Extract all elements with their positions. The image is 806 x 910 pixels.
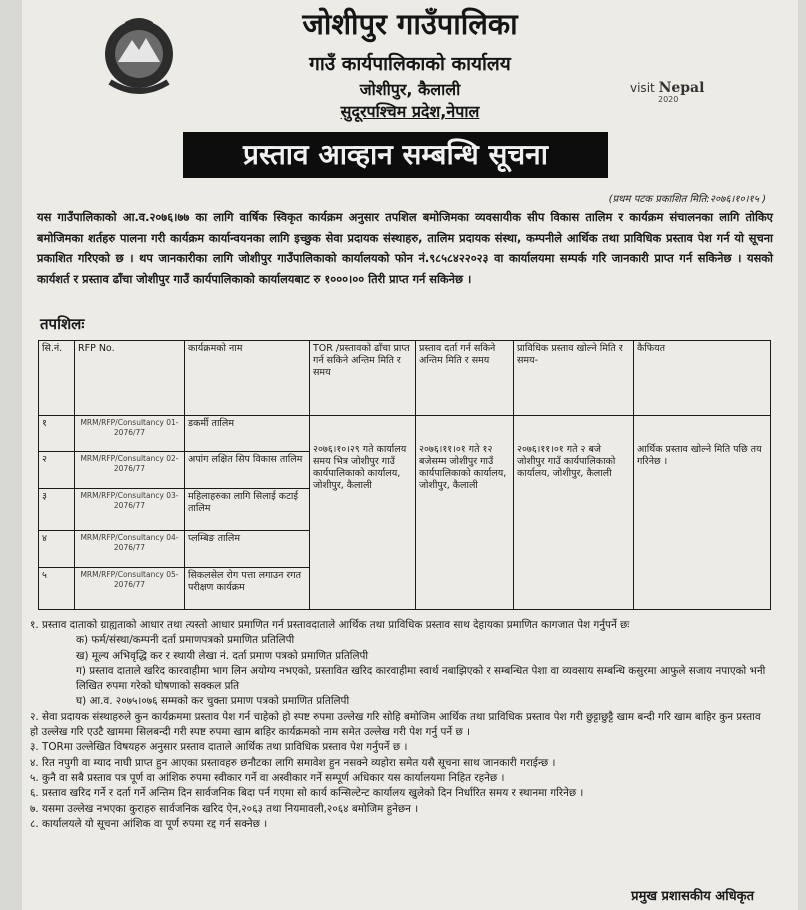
row-program: सिकलसेल रोग पत्ता लगाउन रगत परीक्षण कार्यक्रम — [185, 567, 310, 609]
intro-paragraph: यस गाउँपालिकाको आ.व.२०७६।७७ का लागि वार्षिक स्विकृत कार्यक्रम अनुसार तपशिल बमोजिमका व्यवसायीक सीप विकास तालिम र कार्यक्रम संचालनका लागि तोकिए बमोजिमका शर्तहरु पालना गरी कार्यक्रम कार्यान्वयनका लागि इच्छुक सेवा प्रदायक संस्थाहरु, तालिम प्रदायक संस्था, कम्पनीले आर्थिक तथा प्राविधिक प्रस्ताव पेश गर्न यो सूचना प्रकाशित गरिएको छ । थप जानकारीका लागि जोशीपुर गाउँपालिकाको कार्यालयको फोन नं.९८५८४२२०२३ वा कार्यालयमा सम्पर्क गरि जानकारी प्राप्त गर्न सकिनेछ । यसको कार्यशर्त र प्रस्ताव ढाँचा जोशीपुर गाउँ कार्यपालिकाको कार्यालयबाट रु १०००।०० तिरी प्राप्त गर्न सकिनेछ । — [37, 210, 773, 286]
note-5: ५. कुनै वा सबै प्रस्ताव पत्र पूर्ण वा आंशिक रुपमा स्वीकार गर्ने वा अस्वीकार गर्ने सम्पूर्ण अधिकार यस कार्यालयमा निहित रहनेछ । — [30, 771, 505, 784]
visit-text: visit — [630, 81, 655, 95]
rfp-table — [38, 340, 771, 610]
row-sn: १ — [39, 416, 75, 452]
submission-deadline-cell: २०७६।११।०१ गते १२ बजेसम्म जोशीपुर गाउँ कार्यपालिकाको कार्यालय, जोशीपुर, कैलाली — [416, 416, 514, 610]
publish-date: (प्रथम पटक प्रकाशित मिति:२०७६।१०।१५ ) — [608, 194, 766, 205]
visit-year: 2020 — [658, 95, 679, 104]
col-header-sn: सि.नं. — [39, 341, 75, 416]
col-header-submission-deadline: प्रस्ताव दर्ता गर्न सकिने अन्तिम मिति र समय — [416, 341, 514, 416]
col-header-opening: प्राविधिक प्रस्ताव खोल्ने मिति र समय- — [514, 341, 634, 416]
row-program: डकर्मी तालिम — [185, 416, 310, 452]
nepal-text: Nepal — [658, 80, 705, 96]
note-2: २. सेवा प्रदायक संस्थाहरुले कुन कार्यक्रममा प्रस्ताव पेश गर्न चाहेको हो स्पष्ट रुपमा उल्लेख गरि सोहि बमोजिम आर्थिक तथा प्राविधिक प्रस्ताव पेश गरी छुट्टाछुट्टै खाम बन्दी गरि खाम बाहिर कुन प्रस्ताव हो उल्लेख गरि एउटै खाममा सिलबन्दी गरी स्पष्ट रुपमा खाम बाहिर कार्यक्रमको नाम समेत उल्लेख गरी पेश गर्नु पर्ने छ । — [30, 710, 761, 739]
opening-cell: २०७६।११।०१ गते २ बजे जोशीपुर गाउँ कार्यपालिकाको कार्यालय, जोशीपुर, कैलाली — [514, 416, 634, 610]
row-program: प्लम्बिङ तालिम — [185, 531, 310, 567]
col-header-program: कार्यक्रमको नाम — [185, 341, 310, 416]
notes-list — [30, 618, 770, 832]
note-1-a: क) फर्म/संस्था/कम्पनी दर्ता प्रमाणपत्रको प्रमाणित प्रतिलिपी — [76, 634, 295, 647]
location-line: जोशीपुर, कैलाली — [359, 80, 461, 99]
row-sn: ३ — [39, 488, 75, 530]
note-6: ६. प्रस्ताव खरिद गर्ने र दर्ता गर्ने अन्तिम दिन सार्वजनिक बिदा पर्न गएमा सो कार्य कन्सिल्टेन्ट कार्यालय खुलेको दिन निर्धारित समय र स्थानमा गरिनेछ । — [30, 787, 584, 800]
table-row — [39, 416, 771, 452]
row-sn: ४ — [39, 531, 75, 567]
note-3: ३. TORमा उल्लेखित विषयहरु अनुसार प्रस्ताव दाताले आर्थिक तथा प्राविधिक प्रस्ताव पेश गर्नुपर्ने छ । — [30, 741, 408, 754]
remarks-cell: आर्थिक प्रस्ताव खोल्ने मिति पछि तय गरिनेछ । — [634, 416, 771, 610]
note-8: ८. कार्यालयले यो सूचना आंशिक वा पूर्ण रुपमा रद्द गर्न सक्नेछ । — [30, 817, 268, 830]
office-title: गाउँ कार्यपालिकाको कार्यालय — [309, 53, 511, 75]
row-sn: ५ — [39, 567, 75, 609]
note-1-d: घ) आ.व. २०७५।०७६ सम्मको कर चुक्ता प्रमाण पत्रको प्रमाणित प्रतिलिपी — [76, 695, 350, 708]
row-rfp: MRM/RFP/Consultancy 03-2076/77 — [75, 488, 185, 530]
row-rfp: MRM/RFP/Consultancy 04-2076/77 — [75, 531, 185, 567]
note-1: १. प्रस्ताव दाताको ग्राह्यताको आधार तथा त्यस्तो आधार प्रमाणित गर्न प्रस्तावदाताले आर्थिक तथा प्राविधिक प्रस्ताव साथ देहायका प्रमाणित कागजात पेश गर्नुपर्ने छः — [30, 619, 630, 631]
visit-nepal-logo — [630, 80, 705, 104]
col-header-remarks: कैफियत — [634, 341, 771, 416]
details-heading: तपशिलः — [40, 315, 85, 333]
row-rfp: MRM/RFP/Consultancy 01-2076/77 — [75, 416, 185, 452]
note-1-c: ग) प्रस्ताव दाताले खरिद कारवाहीमा भाग लिन अयोग्य नभएको, प्रस्तावित खरिद कारवाहीमा स्वार्थ नबाझिएको र सम्बन्धित पेशा वा व्यवसाय सम्बन्धि कसुरमा आफुले सजाय नपाएको भनी लिखित रुपमा गरेको घोषणाको सक्कल प्रति — [76, 664, 766, 693]
notice-banner: प्रस्ताव आव्हान सम्बन्धि सूचना — [183, 132, 608, 178]
col-header-tor-deadline: TOR /प्रस्तावको ढाँचा प्राप्त गर्न सकिने अन्तिम मिति र समय — [310, 341, 416, 416]
note-7: ७. यसमा उल्लेख नभएका कुराहरु सार्वजनिक खरिद ऐन,२०६३ तथा नियमावली,२०६४ बमोजिम हुनेछन । — [30, 802, 419, 815]
note-4: ४. रित नपुगी वा म्याद नाघी प्राप्त हुन आएका प्रस्तावहरु छनौटका लागि समावेश हुन नसक्ने व्यहोरा समेत यसै सूचना साथ जानकारी गराईन्छ । — [30, 756, 556, 769]
signature-title: प्रमुख प्रशासकीय अधिकृत — [631, 889, 754, 904]
nepal-emblem-icon — [96, 16, 182, 96]
note-1-b: ख) मूल्य अभिवृद्धि कर र स्थायी लेखा नं. दर्ता प्रमाण पत्रको प्रमाणित प्रतिलिपी — [76, 649, 369, 662]
row-program: अपांग लक्षित सिप विकास तालिम — [185, 452, 310, 488]
row-rfp: MRM/RFP/Consultancy 05-2076/77 — [75, 567, 185, 609]
row-rfp: MRM/RFP/Consultancy 02-2076/77 — [75, 452, 185, 488]
col-header-rfp: RFP No. — [75, 341, 185, 416]
row-program: महिलाहरुका लागि सिलाई कटाई तालिम — [185, 488, 310, 530]
row-sn: २ — [39, 452, 75, 488]
tor-deadline-cell: २०७६।१०।२९ गते कार्यालय समय भित्र जोशीपुर गाउँ कार्यपालिकाको कार्यालय, जोशीपुर, कैलाली — [310, 416, 416, 610]
province-line: सुदूरपश्चिम प्रदेश,नेपाल — [340, 102, 480, 121]
table-header-row — [39, 341, 771, 416]
municipality-title: जोशीपुर गाउँपालिका — [302, 7, 518, 41]
